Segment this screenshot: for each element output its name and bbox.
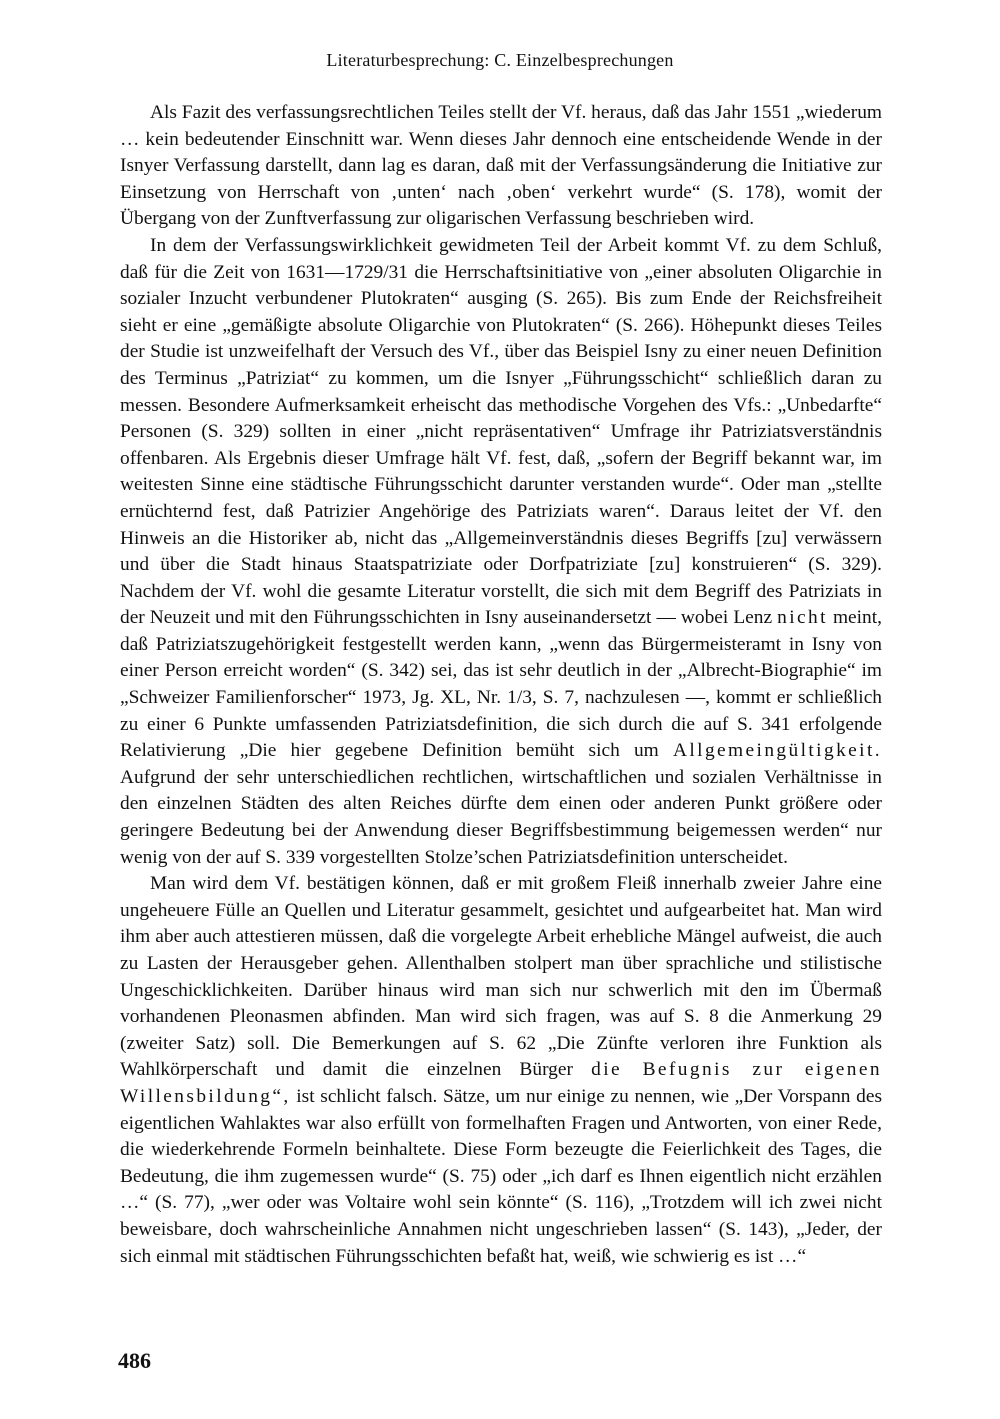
paragraph-2-text-a: In dem der Verfassungswirklichkeit gewidmeten Teil der Arbeit kommt Vf. zu dem Schluß, daß für die Zeit von 1631—1729/31 die Herrschaftsinitiative von „einer absoluten Oligarchie in sozialer Inzucht verbundener Plutokraten“ ausging (S. 265). Bis zum Ende der Reichsfreiheit sieht er eine „gemäßigte absolute Oligarchie von Plutokraten“ (S. 266). Höhepunkt dieses Teiles der Studie ist unzweifelhaft der Versuch des Vf., über das Beispiel Isny zu einer neuen Definition des Terminus „Patriziat“ zu kommen, um die Isnyer „Führungsschicht“ schließlich daran zu messen. Besondere Aufmerksamkeit erheischt das methodische Vorgehen des Vfs.: „Unbedarfte“ Personen (S. 329) sollten in einer „nicht repräsentativen“ Umfrage ihr Patriziatsverständnis offenbaren. Als Ergebnis dieser Umfrage hält Vf. fest, daß, „sofern der Begriff bekannt war, im weitesten Sinne eine städtische Führungsschicht darunter verstanden wurde“. Oder man „stellte ernüchternd fest, daß Patrizier Angehörige des Patriziats waren“. Daraus leitet der Vf. den Hinweis an die Historiker ab, nicht das „Allgemeinverständnis dieses Begriffs [zu] verwässern und über die Stadt hinaus Staatspatriziate oder Dorfpatriziate [zu] konstruieren“ (S. 329). Nachdem der Vf. wohl die gesamte Literatur vorstellt, die sich mit dem Begriff des Patriziats in der Neuzeit und mit den Führungsschichten in Isny auseinandersetzt — wobei Lenz	[120, 234, 882, 629]
running-header: Literaturbesprechung: C. Einzelbesprechungen	[326, 50, 674, 70]
emphasis-spaced-befugnis: die Befugnis zur eigenen Willensbildung“,	[120, 1059, 883, 1107]
emphasis-spaced-allgemeingueltigkeit: Allgemeingültigkeit.	[672, 740, 882, 762]
paragraph-2	[120, 233, 882, 871]
paragraph-1: Als Fazit des verfassungsrechtlichen Teiles stellt der Vf. heraus, daß das Jahr 1551 „wiederum … kein bedeutender Einschnitt war. Wenn dieses Jahr dennoch eine entscheidende Wende in der Isnyer Verfassung darstellt, dann lag es daran, daß mit der Verfassungsänderung die Initiative zur Einsetzung von Herrschaft von ‚unten‘ nach ‚oben‘ verkehrt wurde“ (S. 178), womit der Übergang von der Zunftverfassung zur oligarischen Verfassung beschrieben wird.	[120, 102, 882, 230]
page-number: 486	[118, 1348, 151, 1373]
paragraph-2-text-c: Aufgrund der sehr unterschiedlichen rechtlichen, wirtschaftlichen und sozialen Verhältnisse in den einzelnen Städten des alten Reiches dürfte dem einen oder anderen Punkt größere oder geringere Bedeutung bei der Anwendung dieser Begriffsbestimmung beigemessen werden“ nur wenig von der auf S. 339 vorgestellten Stolze’schen Patriziatsdefinition unterscheidet.	[120, 766, 882, 868]
paragraph-2-text-b: meint, daß Patriziatszugehörigkeit festgestellt werden kann, „wenn das Bürgermeisteramt in Isny von einer Person erreicht worden“ (S. 342) sei, das ist sehr deutlich in der „Albrecht-Biographie“ im „Schweizer Familienforscher“ 1973, Jg. XL, Nr. 1/3, S. 7, nachzulesen —, kommt er schließlich zu einer 6 Punkte umfassenden Patriziatsdefinition, die sich durch die auf S. 341 erfolgende Relativierung „Die hier gegebene Definition bemüht sich um	[120, 607, 882, 762]
body-text	[120, 100, 882, 1270]
paragraph-3	[120, 871, 882, 1270]
paragraph-3-text-a: Man wird dem Vf. bestätigen können, daß er mit großem Fleiß innerhalb zweier Jahre eine ungeheuere Fülle an Quellen und Literatur gesammelt, gesichtet und aufgearbeitet hat. Man wird ihm aber auch attestieren müssen, daß die vorgelegte Arbeit erhebliche Mängel aufweist, die auch zu Lasten der Herausgeber gehen. Allenthalben stolpert man über sprachliche und stilistische Ungeschicklichkeiten. Darüber hinaus wird man sich nur schwerlich mit den im Übermaß vorhandenen Pleonasmen abfinden. Man wird sich fragen, was auf S. 8 die Anmerkung 29 (zweiter Satz) soll. Die Bemerkungen auf S. 62 „Die Zünfte verloren ihre Funktion als Wahlkörperschaft und damit die einzelnen Bürger	[120, 873, 882, 1081]
emphasis-spaced-nicht: nicht	[777, 607, 828, 629]
paragraph-3-text-b: ist schlicht falsch. Sätze, um nur einige zu nennen, wie „Der Vorspann des eigentlichen Wahlaktes war also erfüllt von formelhaften Fragen und Antworten, von einer Rede, die wiederkehrende Formeln beinhaltete. Diese Form bezeugte die Feierlichkeit des Tages, die Bedeutung, die ihm zugemessen wurde“ (S. 75) oder „ich darf es Ihnen eigentlich nicht erzählen …“ (S. 77), „wer oder was Voltaire wohl sein könnte“ (S. 116), „Trotzdem will ich zwei nicht beweisbare, doch wahrscheinliche Annahmen nicht ungeschrieben lassen“ (S. 143), „Jeder, der sich einmal mit städtischen Führungsschichten befaßt hat, weiß, wie schwierig es ist …“	[120, 1085, 882, 1267]
